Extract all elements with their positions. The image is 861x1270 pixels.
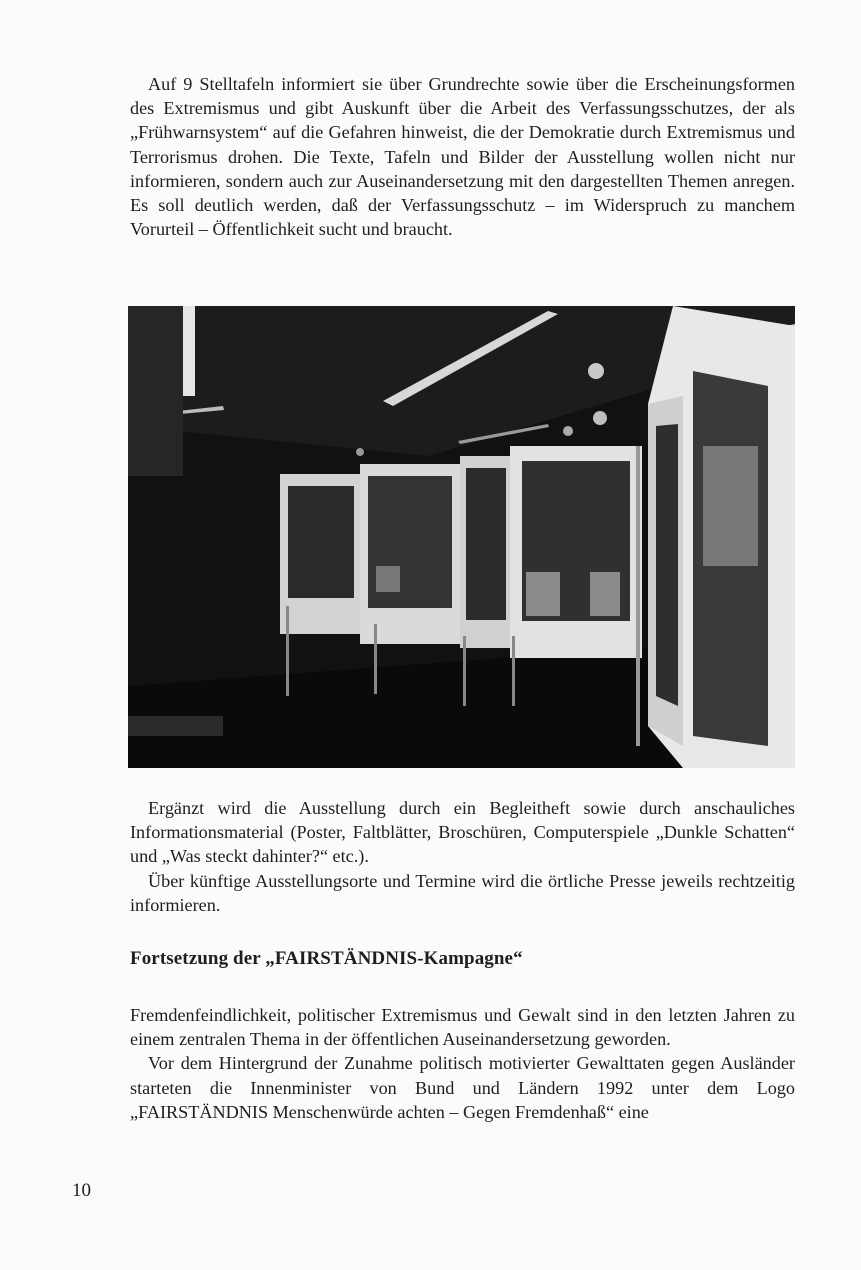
intro-paragraph: Auf 9 Stelltafeln informiert sie über Grundrechte sowie über die Erscheinungsformen des Extremismus und gibt Auskunft über die Arbeit des Verfassungsschutzes, der als „Frühwarnsystem“ auf die Gefahren hinweist, die der Demokratie durch Extremismus und Terrorismus drohen. Die Texte, Tafeln und Bilder der Ausstellung wollen nicht nur informieren, sondern auch zur Auseinandersetzung mit den dargestellten Themen anregen. Es soll deutlich werden, daß der Verfassungsschutz – im Widerspruch zu manchem Vorurteil – Öffentlichkeit sucht und braucht. xyxy=(130,74,795,240)
exhibition-photo-icon xyxy=(128,306,795,768)
exhibition-photo xyxy=(128,306,795,768)
supplement-block xyxy=(130,796,795,917)
section-body xyxy=(130,1003,795,1124)
exhibition-dates-paragraph: Über künftige Ausstellungsorte und Termine wird die örtliche Presse jeweils rechtzeitig informieren. xyxy=(130,870,795,915)
section-heading: Fortsetzung der „FAIRSTÄNDNIS-Kampagne“ xyxy=(130,948,523,969)
section-paragraph-1: Fremdenfeindlichkeit, politischer Extremismus und Gewalt sind in den letzten Jahren zu einem zentralen Thema in der öffentlichen Auseinandersetzung geworden. xyxy=(130,1005,795,1050)
page-number: 10 xyxy=(72,1180,91,1201)
intro-paragraph-block xyxy=(130,72,795,241)
supplement-paragraph: Ergänzt wird die Ausstellung durch ein Begleitheft sowie durch anschauliches Informationsmaterial (Poster, Faltblätter, Broschüren, Computerspiele „Dunkle Schatten“ und „Was steckt dahinter?“ etc.). xyxy=(130,798,795,867)
section-paragraph-2: Vor dem Hintergrund der Zunahme politisch motivierter Gewalttaten gegen Ausländer starteten die Innenminister von Bund und Ländern 1992 unter dem Logo „FAIRSTÄNDNIS Menschenwürde achten – Gegen Fremdenhaß“ eine xyxy=(130,1053,795,1122)
